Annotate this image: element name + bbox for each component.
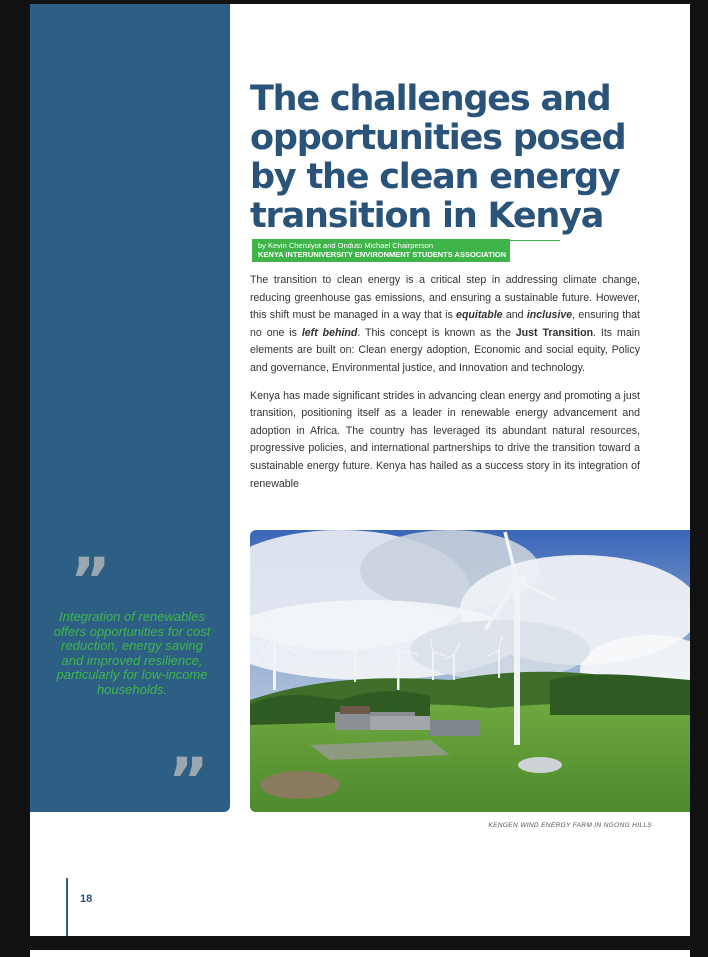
paragraph-1 xyxy=(250,272,640,378)
emphasis-equitable: equitable xyxy=(456,309,503,322)
photo-caption: KENGEN WIND ENERGY FARM IN NGONG HILLS xyxy=(488,822,652,829)
magazine-page xyxy=(30,4,690,936)
strong-just-transition: Just Transition xyxy=(515,326,594,339)
pull-quote-text: Integration of renewables offers opportunities for cost reduction, energy saving and improved resilience, particularly for low-income households. xyxy=(53,609,211,697)
p1-text-d: . This concept is known as the xyxy=(357,326,516,339)
p1-text-b: and xyxy=(502,309,527,322)
quote-open-mark: ” xyxy=(70,544,111,617)
sidebar-panel xyxy=(30,4,230,817)
wind-farm-photo xyxy=(250,530,690,812)
article-title: The challenges and opportunities posed by the clean energy transition in Kenya xyxy=(250,79,626,236)
byline-rule xyxy=(510,240,560,241)
page-number-rule xyxy=(66,878,68,936)
byline-box xyxy=(252,239,510,262)
byline-organization: KENYA INTERUNIVERSITY ENVIRONMENT STUDENTS ASSOCIATION xyxy=(258,250,507,259)
article-body xyxy=(250,272,640,503)
p1-text-e: . Its main elements are built on: Clean energy adoption, Economic and social equity, Policy and governance, Environmental justice, and Innovation and technology. xyxy=(250,326,640,374)
emphasis-inclusive: inclusive xyxy=(526,309,573,322)
emphasis-left-behind: left behind xyxy=(301,326,358,339)
p1-text-c: , ensuring that no one is xyxy=(250,309,641,339)
wind-farm-illustration xyxy=(250,530,690,812)
quote-close-mark: ” xyxy=(168,744,209,817)
paragraph-2: Kenya has made significant strides in advancing clean energy and promoting a just transition, positioning itself as a leader in renewable energy advancement and adoption in Africa. The country has leveraged its abundant natural resources, progressive policies, and international partnerships to drive the transition toward a sustainable energy future. Kenya has hailed as a success story in its integration of renewable xyxy=(250,389,640,490)
next-page-edge xyxy=(30,950,690,957)
page-number: 18 xyxy=(80,893,93,905)
p1-text-a: The transition to clean energy is a critical step in addressing climate change, reducing greenhouse gas emissions, and ensuring a sustainable future. However, this shift must be managed in a way that is xyxy=(250,274,640,322)
byline-authors: by Kevin Cheruiyot and Onduto Michael Chairperson xyxy=(258,241,434,250)
